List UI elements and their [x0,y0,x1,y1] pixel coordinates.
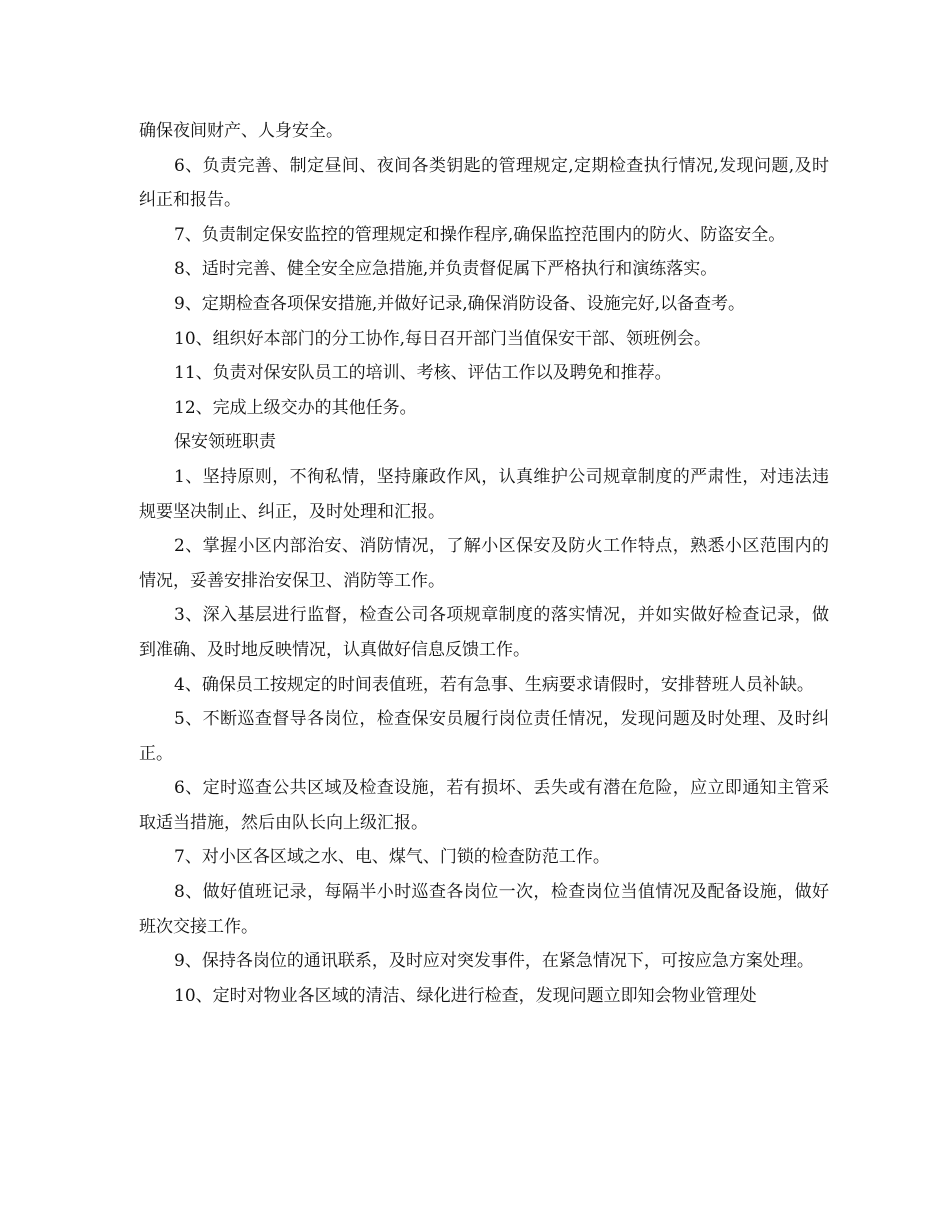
paragraph-item-11: 11、负责对保安队员工的培训、考核、评估工作以及聘免和推荐。 [174,363,672,384]
document-body [139,114,829,1013]
duty-item-1: 1、坚持原则，不徇私情，坚持廉政作风，认真维护公司规章制度的严肃性，对违法违规要坚决制止、纠正，及时处理和汇报。 [139,466,829,522]
duty-item-4: 4、确保员工按规定的时间表值班，若有急事、生病要求请假时，安排替班人员补缺。 [174,674,814,695]
paragraph-item-9: 9、定期检查各项保安措施,并做好记录,确保消防设备、设施完好,以备查考。 [174,293,746,314]
duty-item-3: 3、深入基层进行监督，检查公司各项规章制度的落实情况，并如实做好检查记录，做到准确、及时地反映情况，认真做好信息反馈工作。 [139,605,829,660]
duty-item-9: 9、保持各岗位的通讯联系，及时应对突发事件，在紧急情况下，可按应急方案处理。 [174,951,814,972]
paragraph-item-12: 12、完成上级交办的其他任务。 [174,397,417,418]
duty-item-6: 6、定时巡查公共区域及检查设施，若有损坏、丢失或有潜在危险，应立即通知主管采取适当措施，然后由队长向上级汇报。 [139,778,829,833]
section-heading: 保安领班职责 [174,432,276,453]
duty-item-7: 7、对小区各区域之水、电、煤气、门锁的检查防范工作。 [174,847,610,868]
paragraph-continuation: 确保夜间财产、人身安全。 [139,121,343,141]
duty-item-8: 8、做好值班记录，每隔半小时巡查各岗位一次，检查岗位当值情况及配备设施，做好班次交接工作。 [139,882,829,937]
paragraph-item-10: 10、组织好本部门的分工协作,每日召开部门当值保安干部、领班例会。 [174,328,712,349]
duty-item-2: 2、掌握小区内部治安、消防情况，了解小区保安及防火工作特点，熟悉小区范围内的情况，妥善安排治安保卫、消防等工作。 [139,536,829,591]
paragraph-item-8: 8、适时完善、健全安全应急措施,并负责督促属下严格执行和演练落实。 [174,259,718,280]
duty-item-10: 10、定时对物业各区域的清洁、绿化进行检查，发现问题立即知会物业管理处 [174,985,757,1006]
paragraph-item-6: 6、负责完善、制定昼间、夜间各类钥匙的管理规定,定期检查执行情况,发现问题,及时纠正和报告。 [139,155,829,211]
duty-item-5: 5、不断巡查督导各岗位，检查保安员履行岗位责任情况，发现问题及时处理、及时纠正。 [139,709,829,764]
paragraph-item-7: 7、负责制定保安监控的管理规定和操作程序,确保监控范围内的防火、防盗安全。 [174,224,786,245]
